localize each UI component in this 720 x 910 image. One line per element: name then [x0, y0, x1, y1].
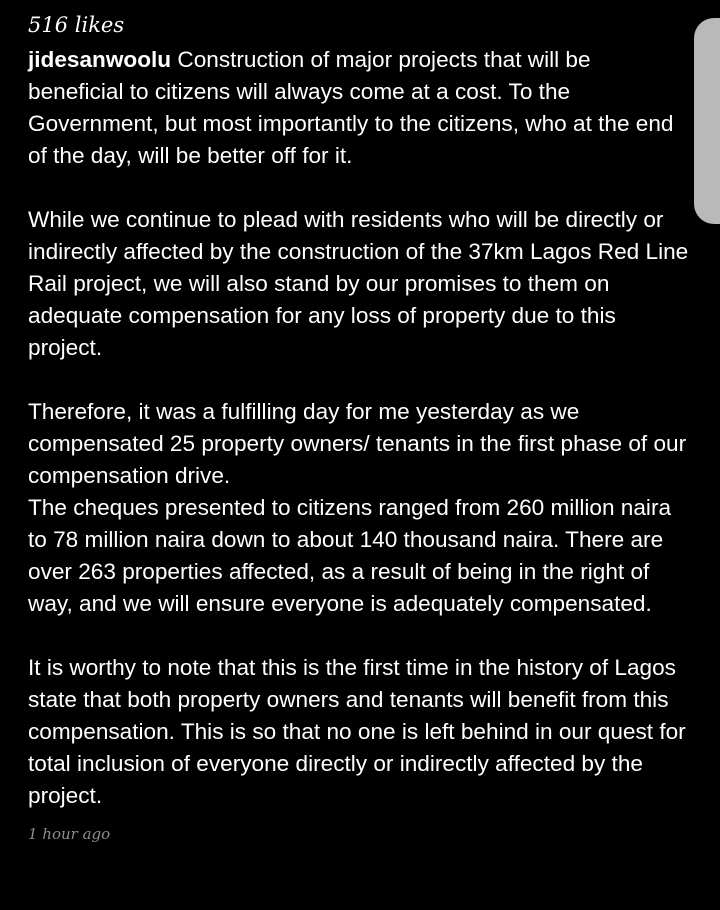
post-timestamp: 1 hour ago — [28, 825, 111, 843]
caption-paragraph-1 — [28, 44, 690, 172]
caption-paragraph-4: The cheques presented to citizens ranged from 260 million naira to 78 million naira down to about 140 thousand naira. There are over 263 properties affected, as a result of being in the right of way, and we will ensure everyone is adequately compensated. — [28, 495, 672, 616]
scrollbar-thumb[interactable] — [694, 18, 720, 224]
caption-paragraph-1-text: Construction of major projects that will be beneficial to citizens will always come at a cost. To the Government, but most importantly to the citizens, who at the end of the day, will be better off for it. — [28, 47, 674, 168]
caption-paragraph-3: Therefore, it was a fulfilling day for me yesterday as we compensated 25 property owners/ tenants in the first phase of our compensation drive. — [28, 399, 687, 488]
post-caption-container — [28, 10, 690, 844]
username-link[interactable]: jidesanwoolu — [28, 47, 172, 72]
caption-paragraph-5: It is worthy to note that this is the first time in the history of Lagos state that both property owners and tenants will benefit from this compensation. This is so that no one is left behind in our quest for total inclusion of everyone directly or indirectly affected by the project. — [28, 655, 686, 808]
paragraph-gap — [28, 172, 690, 204]
caption-paragraph-2: While we continue to plead with residents who will be directly or indirectly affected by the construction of the 37km Lagos Red Line Rail project, we will also stand by our promises to them on adequate compensation for any loss of property due to this project. — [28, 207, 689, 360]
paragraph-gap — [28, 364, 690, 396]
caption-text — [28, 44, 690, 812]
paragraph-gap — [28, 620, 690, 652]
likes-count[interactable]: 516 likes — [28, 13, 125, 37]
